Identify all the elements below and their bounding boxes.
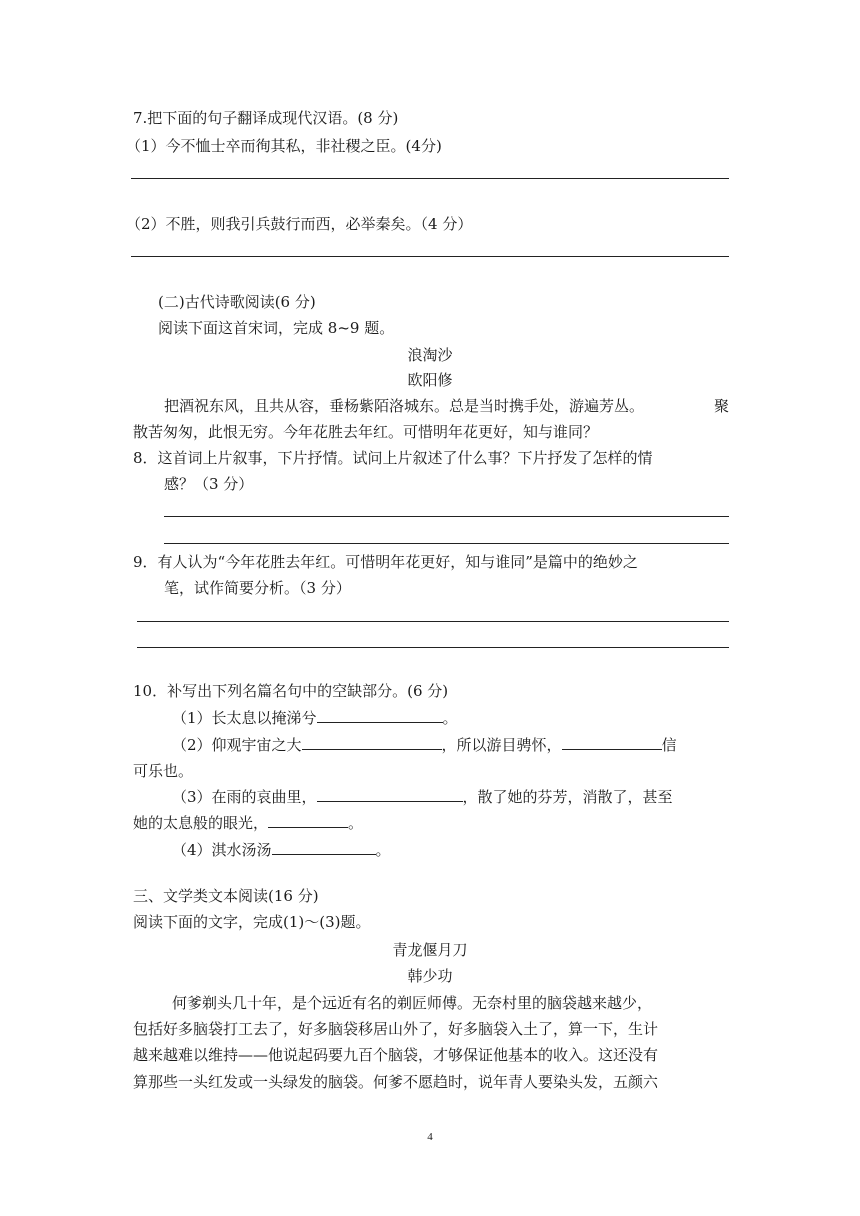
poem-instruction: 阅读下面这首宋词，完成 8~9 题。 xyxy=(158,319,395,337)
q9-answer-line-1 xyxy=(137,621,729,622)
q8-line-2: 感？（3 分） xyxy=(164,475,254,493)
q10-item-1-blank[interactable] xyxy=(317,708,443,723)
q10-item-2-tail: 信 xyxy=(661,736,677,754)
section3-heading: 三、文学类文本阅读(16 分) xyxy=(133,887,319,905)
story-title: 青龙偃月刀 xyxy=(392,941,468,959)
q9-answer-line-2 xyxy=(137,647,729,648)
q10-item-3-blank-2[interactable] xyxy=(268,813,348,828)
q7-answer-line-1 xyxy=(131,178,729,179)
story-para-line-3: 越来越难以维持——他说起码要九百个脑袋，才够保证他基本的收入。这还没有 xyxy=(133,1046,659,1064)
q10-item-2-mid: ，所以游目骋怀， xyxy=(441,736,562,754)
q9-line-1: 9．有人认为“今年花胜去年红。可惜明年花更好，知与谁同”是篇中的绝妙之 xyxy=(133,553,638,571)
poem-title: 浪淘沙 xyxy=(407,346,453,364)
q8-answer-line-1 xyxy=(164,516,729,517)
q10-item-2-text: （2）仰观宇宙之大 xyxy=(172,736,302,754)
q10-title: 10．补写出下列名篇名句中的空缺部分。(6 分) xyxy=(133,682,449,700)
q10-item-2-blank-1[interactable] xyxy=(302,735,442,750)
q10-item-4-end: 。 xyxy=(375,841,391,859)
q7-answer-line-2 xyxy=(131,256,729,257)
q10-item-1-end: 。 xyxy=(442,709,458,727)
q10-item-3-mid: ，散了她的芬芳，消散了，甚至 xyxy=(462,788,673,806)
q10-item-1-text: （1）长太息以掩涕兮 xyxy=(172,709,317,727)
q7-sentence-2: （2）不胜，则我引兵鼓行而西，必举秦矣。（4 分） xyxy=(126,215,473,233)
story-para-line-4: 算那些一头红发或一头绿发的脑袋。何爹不愿趋时，说年青人要染头发，五颜六 xyxy=(133,1073,659,1091)
q7-title: 7.把下面的句子翻译成现代汉语。(8 分) xyxy=(133,109,399,127)
q10-item-2 xyxy=(172,735,677,755)
story-para-line-2: 包括好多脑袋打工去了，好多脑袋移居山外了，好多脑袋入土了，算一下，生计 xyxy=(133,1020,659,1038)
q10-item-3-text: （3）在雨的哀曲里， xyxy=(172,788,317,806)
q10-item-4 xyxy=(172,840,391,860)
q10-item-3-cont xyxy=(133,813,363,833)
section3-instruction: 阅读下面的文字，完成(1)～(3)题。 xyxy=(133,913,371,931)
poem-line-1: 把酒祝东风，且共从容，垂杨紫陌洛城东。总是当时携手处，游遍芳丛。 xyxy=(164,397,645,415)
poem-line-2: 散苦匆匆，此恨无穷。今年花胜去年红。可惜明年花更好，知与谁同？ xyxy=(133,423,599,441)
q9-line-2: 笔，试作简要分析。（3 分） xyxy=(164,579,351,597)
q10-item-4-text: （4）淇水汤汤 xyxy=(172,841,272,859)
poem-author: 欧阳修 xyxy=(407,371,453,389)
q10-item-3-end: 。 xyxy=(348,814,364,832)
story-author: 韩少功 xyxy=(407,967,453,985)
page-number: 4 xyxy=(427,1131,433,1143)
q8-line-1: 8．这首词上片叙事，下片抒情。试问上片叙述了什么事？下片抒发了怎样的情 xyxy=(133,449,653,467)
q10-item-4-blank[interactable] xyxy=(272,840,376,855)
q10-item-3-cont-text: 她的太息般的眼光， xyxy=(133,814,269,832)
q8-answer-line-2 xyxy=(164,543,729,544)
q10-item-2-blank-2[interactable] xyxy=(562,735,662,750)
q10-item-1 xyxy=(172,708,458,728)
story-para-line-1: 何爹剃头几十年，是个远近有名的剃匠师傅。无奈村里的脑袋越来越少， xyxy=(172,994,653,1012)
q7-sentence-1: （1）今不恤士卒而徇其私，非社稷之臣。(4分) xyxy=(126,137,442,155)
q10-item-2-cont: 可乐也。 xyxy=(133,762,194,780)
q10-item-3-blank-1[interactable] xyxy=(317,787,463,802)
q10-item-3 xyxy=(172,787,673,807)
poem-line-1-tail: 聚 xyxy=(714,397,730,415)
poem-section-heading: (二)古代诗歌阅读(6 分) xyxy=(158,293,316,311)
